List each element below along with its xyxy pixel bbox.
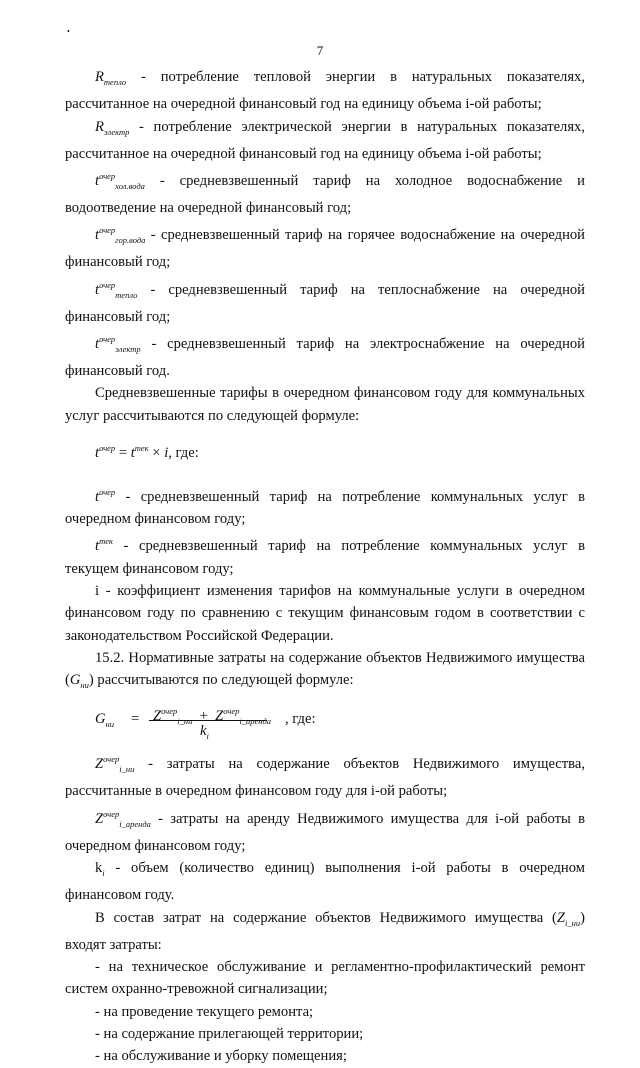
def-t-gor-voda: $t^{очер}_{гор.вода}$ - средневзвешенный тариф на горячее водоснабжение на очередной финансовый год; <box>65 225 585 271</box>
formula-lhs: $G_{ни}$ <box>95 711 115 730</box>
def-t-teplo: $t^{очер}_{тепло}$ - средневзвешенный тариф на теплоснабжение на очередной финансовый год; <box>65 279 585 325</box>
symbol: $t^{очер}_{тепло}$ <box>95 279 138 300</box>
list-item: - на содержание прилегающей территории; <box>95 1025 364 1042</box>
def-r-elektr: $R_{электр}$ - потребление электрической энергии в натуральных показателях, рассчитанное на очередной финансовый год на единицу объема i-ой работы; <box>65 118 585 162</box>
formula-denominator: $k_i$ <box>200 723 209 742</box>
def-z-ni: $Z^{очер}_{i\_ни}$ - затраты на содержание объектов Недвижимого имущества, рассчитанные в очередном финансовом году для i-ой работы; <box>65 754 585 800</box>
composition-intro: В состав затрат на содержание объектов Недвижимого имущества $(Z_{i\_ни})$ входят затраты: <box>65 909 585 953</box>
symbol: $R_{тепло}$ <box>95 69 127 87</box>
list-item: - на обслуживание и уборку помещения; <box>95 1048 347 1065</box>
def-t-elektr: $t^{очер}_{электр}$ - средневзвешенный тариф на электроснабжение на очередной финансовый год. <box>65 334 585 380</box>
def-t-hol-voda: $t^{очер}_{хол.вода}$ - средневзвешенный тариф на холодное водоснабжение и водоотведение на очередной финансовый год; <box>65 171 585 217</box>
formula-numerator: $Z^{очер}_{i\_ни} + Z^{очер}_{i\_аренда}$ <box>153 706 272 727</box>
def-k: $k_i$ - объем (количество единиц) выполнения i-ой работы в очередном финансовом году. <box>65 860 585 904</box>
def-t-ocher: $t^{очер}$ - средневзвешенный тариф на потребление коммунальных услуг в очередном финансовом году; <box>65 487 585 528</box>
def-z-arenda: $Z^{очер}_{i\_аренда}$ - затраты на аренду Недвижимого имущества для i-ой работы в очередном финансовом году; <box>65 808 585 854</box>
document-body <box>65 66 585 1068</box>
def-r-teplo: $R_{тепло}$ - потребление тепловой энергии в натуральных показателях, рассчитанное на очередной финансовый год на единицу объема i-ой работы; <box>65 69 585 113</box>
symbol: $t^{очер}_{хол.вода}$ <box>95 171 145 191</box>
page-number: 7 <box>316 43 324 58</box>
property-cost-formula <box>95 700 585 740</box>
formula-where: , где: <box>285 711 316 728</box>
symbol: $t^{очер}_{гор.вода}$ <box>95 225 146 246</box>
def-t-tek: $t^{тек}$ - средневзвешенный тариф на потребление коммунальных услуг в текущем финансовом году; <box>65 536 585 577</box>
section-15-2: 15.2. Нормативные затраты на содержание объектов Недвижимого имущества $(G_{ни})$ рассчитываются по следующей формуле: <box>65 649 585 691</box>
symbol: $R_{электр}$ <box>95 118 130 137</box>
list-item: - на проведение текущего ремонта; <box>95 1003 314 1020</box>
formula-equals: = <box>131 711 140 728</box>
tariff-intro: Средневзвешенные тарифы в очередном финансовом году для коммунальных услуг рассчитываются по следующей формуле: <box>65 385 585 424</box>
def-i-coef: i - коэффициент изменения тарифов на коммунальные услуги в очередном финансовом году по сравнению с текущим финансовым годом в соответствии с законодательством Российской Федерации. <box>65 582 585 644</box>
list-item: - на техническое обслуживание и регламентно-профилактический ремонт систем охранно-тревожной сигнализации; <box>65 959 585 998</box>
symbol: $t^{очер}_{электр}$ <box>95 334 141 354</box>
scan-dot: • <box>67 27 70 36</box>
tariff-formula: $t^{очер} = t^{тек} \times i$, где: <box>95 443 199 461</box>
